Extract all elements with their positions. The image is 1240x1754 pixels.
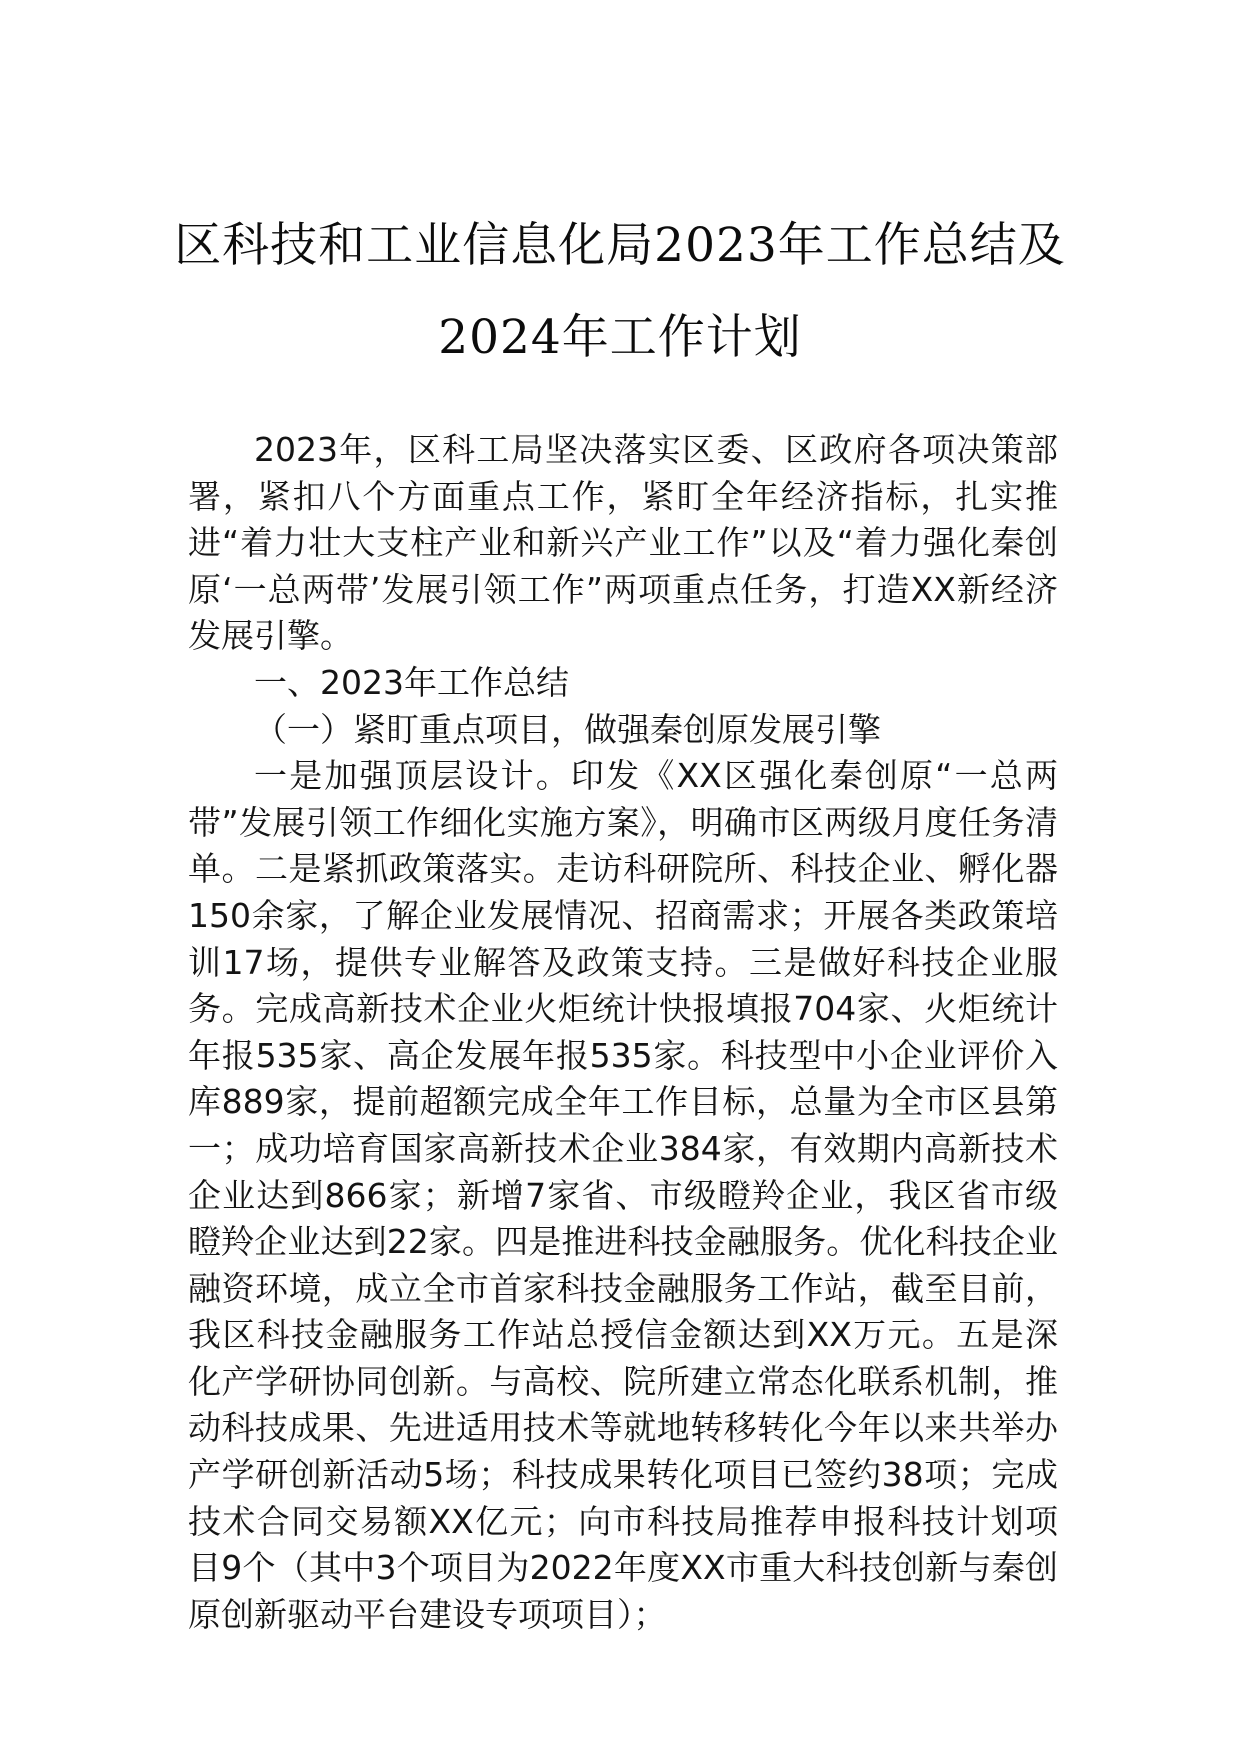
document-title-line-1: 区科技和工业信息化局2023年工作总结及 [174,218,1066,273]
subsection-paragraph: 一是加强顶层设计。印发《XX区强化秦创原“一总两带”发展引领工作细化实施方案》，明确市区两级月度任务清单。二是紧抓政策落实。走访科研院所、科技企业、孵化器150余家，了解企业发展情况、招商需求；开展各类政策培训17场，提供专业解答及政策支持。三是做好科技企业服务。完成高新技术企业火炬统计快报填报704家、火炬统计年报535家、高企发展年报535家。科技型中小企业评价入库889家，提前超额完成全年工作目标，总量为全市区县第一；成功培育国家高新技术企业384家，有效期内高新技术企业达到866家；新增7家省、市级瞪羚企业，我区省市级瞪羚企业达到22家。四是推进科技金融服务。优化科技企业融资环境，成立全市首家科技金融服务工作站，截至目前，我区科技金融服务工作站总授信金额达到XX万元。五是深化产学研协同创新。与高校、院所建立常态化联系机制，推动科技成果、先进适用技术等就地转移转化今年以来共举办产学研创新活动5场；科技成果转化项目已签约38项；完成技术合同交易额XX亿元；向市科技局推荐申报科技计划项目9个（其中3个项目为2022年度XX市重大科技创新与秦创原创新驱动平台建设专项项目）； [188,756,1058,1634]
document-title-line-2: 2024年工作计划 [438,310,802,365]
document-body [188,427,1058,1638]
subsection-heading: （一）紧盯重点项目，做强秦创原发展引擎 [254,709,881,749]
intro-paragraph: 2023年，区科工局坚决落实区委、区政府各项决策部署，紧扣八个方面重点工作，紧盯全年经济指标，扎实推进“着力壮大支柱产业和新兴产业工作”以及“着力强化秦创原‘一总两带’发展引领工作”两项重点任务，打造XX新经济发展引擎。 [188,430,1058,656]
section-heading: 一、2023年工作总结 [254,662,569,702]
